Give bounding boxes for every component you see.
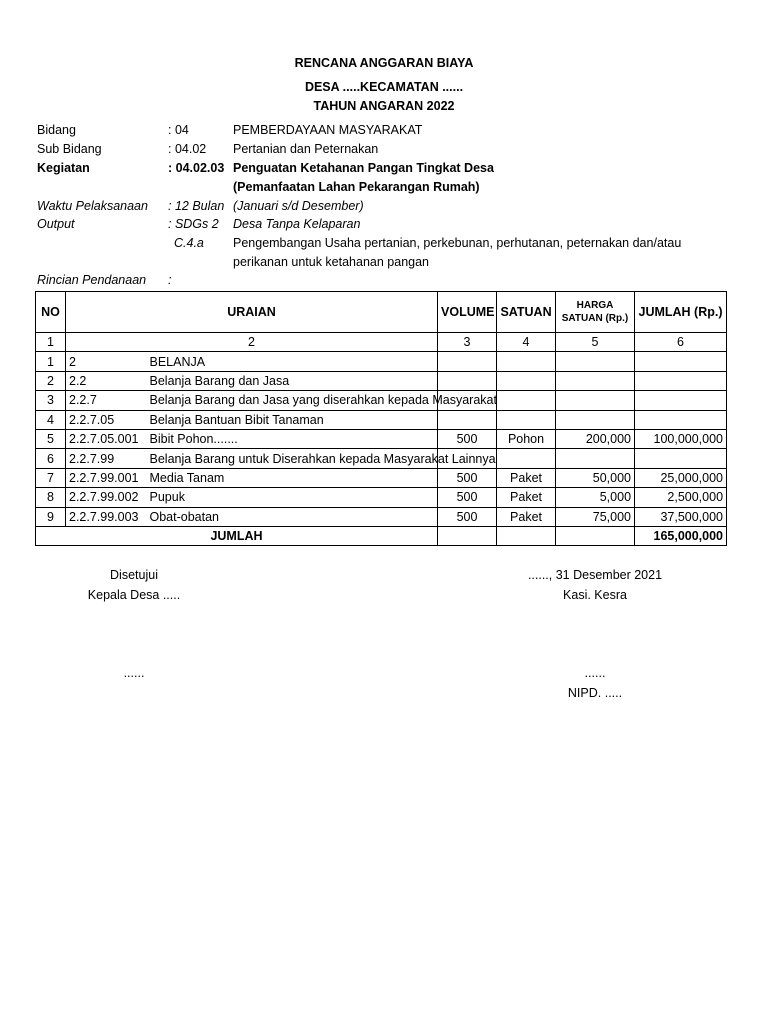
row-harga: 5,000 [556,488,635,507]
row-volume: 500 [438,468,497,487]
row-satuan [497,352,556,371]
header-harga-line2: SATUAN (Rp.) [561,313,629,324]
total-empty-satuan [497,526,556,545]
kegiatan-label: Kegiatan [37,161,90,175]
row-desc: BELANJA [147,352,438,371]
row-volume: 500 [438,429,497,448]
total-empty-harga [556,526,635,545]
row-satuan [497,371,556,390]
row-no: 4 [36,410,66,429]
row-volume: 500 [438,507,497,526]
row-code: 2.2.7.05.001 [66,429,147,448]
colnum-2: 2 [66,333,438,352]
doc-subtitle-year: TAHUN ANGARAN 2022 [313,99,455,113]
table-row [36,488,727,507]
header-harga [556,292,635,333]
row-code: 2.2.7.99.002 [66,488,147,507]
total-value: 165,000,000 [635,526,727,545]
rincian-label: Rincian Pendanaan [37,273,147,287]
row-volume: 500 [438,488,497,507]
row-code: 2.2.7.05 [66,410,147,429]
bidang-value: PEMBERDAYAAN MASYARAKAT [233,123,423,137]
row-code: 2.2.7.99.003 [66,507,147,526]
sub-bidang-code: : 04.02 [168,142,207,156]
row-jumlah [635,371,727,390]
doc-subtitle-desa: DESA .....KECAMATAN ...... [304,80,464,94]
c4-value: Pengembangan Usaha pertanian, perkebunan, perhutanan, peternakan dan/atau [233,236,682,250]
column-number-row [36,333,727,352]
rincian-colon: : [168,273,172,287]
row-desc: Belanja Barang dan Jasa yang diserahkan kepada Masyarakat [147,391,438,410]
row-desc: Belanja Bantuan Bibit Tanaman [147,410,438,429]
row-code: 2.2.7.99.001 [66,468,147,487]
kegiatan-code: : 04.02.03 [168,161,225,175]
colnum-1: 1 [36,333,66,352]
row-desc: Pupuk [147,488,438,507]
row-jumlah [635,352,727,371]
table-row [36,410,727,429]
row-harga [556,371,635,390]
kepala-desa-name: ...... [123,666,145,680]
table-row [36,352,727,371]
row-no: 1 [36,352,66,371]
waktu-value: (Januari s/d Desember) [233,199,364,213]
table-row [36,371,727,390]
row-no: 3 [36,391,66,410]
row-desc: Obat-obatan [147,507,438,526]
row-jumlah: 100,000,000 [635,429,727,448]
row-satuan: Paket [497,507,556,526]
row-satuan: Pohon [497,429,556,448]
row-desc: Media Tanam [147,468,438,487]
row-jumlah: 25,000,000 [635,468,727,487]
c4-value-2: perikanan untuk ketahanan pangan [233,255,429,269]
row-code: 2.2.7 [66,391,147,410]
header-harga-line1: HARGA [576,300,614,311]
approved-label: Disetujui [110,568,158,582]
header-uraian: URAIAN [66,292,438,333]
row-no: 6 [36,449,66,468]
row-jumlah [635,410,727,429]
row-satuan [497,391,556,410]
total-empty-volume [438,526,497,545]
row-no: 2 [36,371,66,390]
date-place: ......, 31 Desember 2021 [527,568,663,582]
row-jumlah: 2,500,000 [635,488,727,507]
row-harga [556,391,635,410]
header-volume: VOLUME [438,292,497,333]
row-harga [556,410,635,429]
colnum-6: 6 [635,333,727,352]
row-satuan: Paket [497,468,556,487]
colnum-5: 5 [556,333,635,352]
output-label: Output [37,217,75,231]
row-jumlah [635,391,727,410]
row-no: 7 [36,468,66,487]
sub-bidang-label: Sub Bidang [37,142,102,156]
output-value: Desa Tanpa Kelaparan [233,217,361,231]
kegiatan-value: Penguatan Ketahanan Pangan Tingkat Desa [233,161,494,175]
row-no: 8 [36,488,66,507]
row-satuan [497,410,556,429]
row-desc: Belanja Barang untuk Diserahkan kepada Masyarakat Lainnya [147,449,438,468]
row-volume [438,410,497,429]
kegiatan-value-2: (Pemanfaatan Lahan Pekarangan Rumah) [233,180,480,194]
colnum-4: 4 [497,333,556,352]
colnum-3: 3 [438,333,497,352]
row-harga: 200,000 [556,429,635,448]
sub-bidang-value: Pertanian dan Peternakan [233,142,379,156]
kasi-kesra-name: ...... [584,666,606,680]
row-volume [438,352,497,371]
row-satuan [497,449,556,468]
row-jumlah [635,449,727,468]
header-no: NO [36,292,66,333]
doc-title: RENCANA ANGGARAN BIAYA [294,56,474,70]
row-harga: 75,000 [556,507,635,526]
waktu-code: : 12 Bulan [168,199,225,213]
budget-table [35,291,727,546]
c4-code: C.4.a [174,236,204,250]
row-no: 5 [36,429,66,448]
output-code: : SDGs 2 [168,217,219,231]
row-code: 2.2.7.99 [66,449,147,468]
header-satuan: SATUAN [497,292,556,333]
total-row [36,526,727,545]
header-jumlah: JUMLAH (Rp.) [635,292,727,333]
row-code: 2.2 [66,371,147,390]
row-harga [556,352,635,371]
total-label: JUMLAH [36,526,438,545]
row-volume [438,371,497,390]
row-harga [556,449,635,468]
table-row [36,391,727,410]
nipd-label: NIPD. ..... [567,686,623,700]
table-row [36,449,727,468]
row-desc: Bibit Pohon....... [147,429,438,448]
table-header-row [36,292,727,333]
row-no: 9 [36,507,66,526]
bidang-label: Bidang [37,123,76,137]
row-satuan: Paket [497,488,556,507]
row-harga: 50,000 [556,468,635,487]
row-code: 2 [66,352,147,371]
kepala-desa-label: Kepala Desa ..... [87,588,181,602]
row-jumlah: 37,500,000 [635,507,727,526]
bidang-code: : 04 [168,123,189,137]
table-row [36,429,727,448]
row-desc: Belanja Barang dan Jasa [147,371,438,390]
table-row [36,468,727,487]
table-row [36,507,727,526]
kasi-kesra-label: Kasi. Kesra [563,588,627,602]
waktu-label: Waktu Pelaksanaan [37,199,148,213]
